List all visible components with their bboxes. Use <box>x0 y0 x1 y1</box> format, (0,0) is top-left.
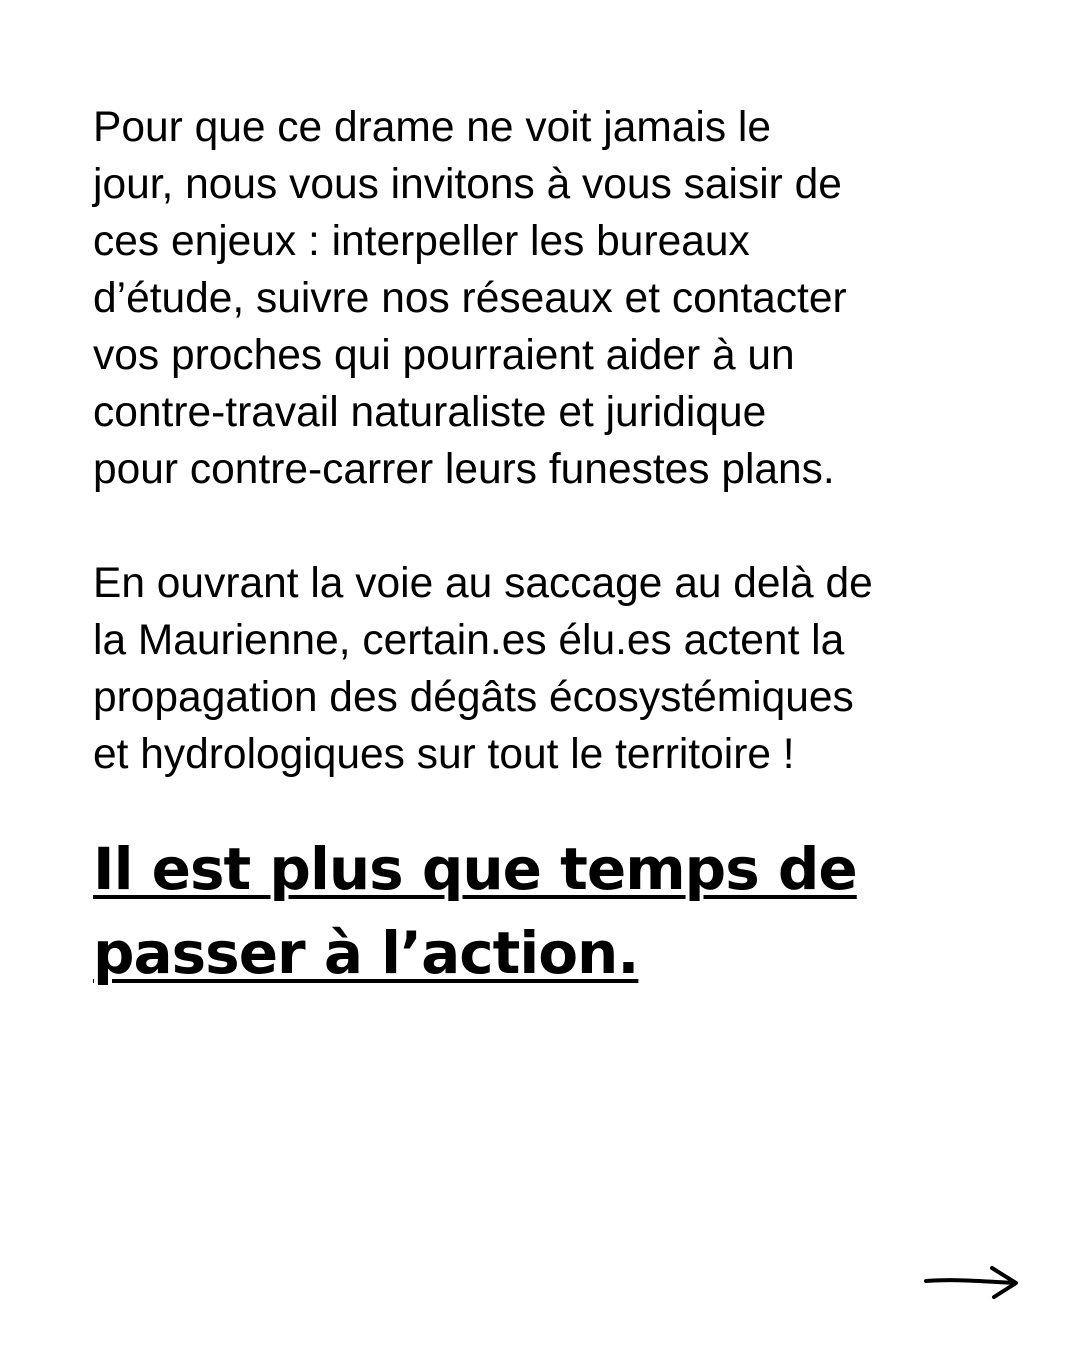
paragraph-line: propagation des dégâts écosystémiques <box>93 674 854 721</box>
paragraph-line: contre-travail naturaliste et juridique <box>93 389 767 436</box>
paragraph-line: ces enjeux : interpeller les bureaux <box>93 218 750 265</box>
body-paragraph-1 <box>93 99 993 498</box>
headline-line: Il est plus que temps de <box>93 835 857 903</box>
headline-line: passer à l’action. <box>93 919 639 987</box>
paragraph-line: Pour que ce drame ne voit jamais le <box>93 104 771 151</box>
arrow-right-icon-graphic <box>922 1262 1022 1302</box>
paragraph-line: pour contre-carrer leurs funestes plans. <box>93 446 835 493</box>
call-to-action-headline <box>93 827 993 995</box>
paragraph-line: En ouvrant la voie au saccage au delà de <box>93 560 873 607</box>
paragraph-line: et hydrologiques sur tout le territoire ! <box>93 731 795 778</box>
paragraph-line: vos proches qui pourraient aider à un <box>93 332 795 379</box>
paragraph-line: la Maurienne, certain.es élu.es actent la <box>93 617 845 664</box>
body-paragraph-2 <box>93 555 993 783</box>
paragraph-line: jour, nous vous invitons à vous saisir de <box>93 161 842 208</box>
main-content <box>93 99 993 995</box>
paragraph-line: d’étude, suivre nos réseaux et contacter <box>93 275 847 322</box>
arrow-right-icon[interactable] <box>922 1262 1022 1302</box>
